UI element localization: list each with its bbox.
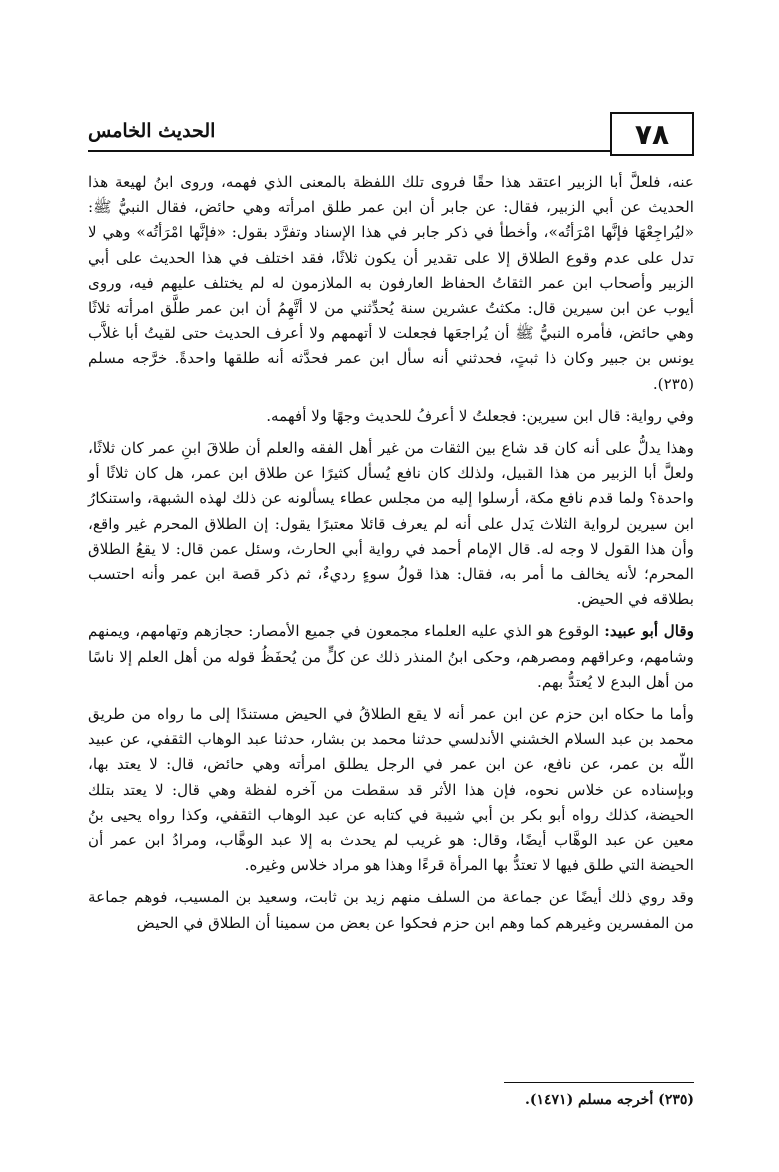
footnote-rule [504,1082,694,1083]
paragraph-3 [88,436,694,612]
paragraph-text: وهذا يدلُّ على أنه كان قد شاع بين الثقات من غير أهل الفقه والعلم أن طلاقَ ابنِ عمر كان ثلاثًا، ولعلَّ أبا الزبير من هذا القبيل، ولذلك كان نافع يُسأل كثيرًا عن طلاق ابن عمر، هل كان ثلاثًا أو واحدة؟ ولما قدم نافع مكة، أرسلوا إليه من مجلس عطاء يسألونه عن ذلك لهذه الشبهة، واستنكارُ ابن سيرين لرواية الثلاث يَدل على أنه لم يعرف قائلا معتبرًا يقول: إن الطلاق المحرم غير واقع، وأن هذا القول لا وجه له. قال الإمام أحمد في رواية أبي الحارث، وسئل عمن قال: لا يقعُ الطلاق المحرم؛ لأنه يخالف ما أمر به، فقال: هذا قولُ سوءٍ رديءٌ، ثم ذكر قصة ابن عمر وأنه احتسب بطلاقه في الحيض. [88,439,694,609]
page-header [88,112,694,158]
footnote: (٢٣٥) أخرجه مسلم (١٤٧١). [524,1092,694,1108]
page-number: ٧٨ [610,112,694,156]
paragraph-text: وفي رواية: قال ابن سيرين: فجعلتُ لا أعرفُ للحديث وجهًا ولا أفهمه. [266,406,694,425]
paragraph-5 [88,702,694,878]
paragraph-4 [88,619,694,695]
paragraph-text: الوقوع هو الذي عليه العلماء مجمعون في جميع الأمصار: حجازهم وتهامهم، ويمنهم وشامهم، وعراقهم ومصرهم، وحكى ابنُ المنذر ذلك عن كلٍّ من يُحفَظُ قوله من أهل العلم إلا ناسًا من أهل البدع لا يُعتدُّ بهم. [88,622,694,691]
paragraph-1 [88,170,694,397]
paragraph-text: وقد روي ذلك أيضًا عن جماعة من السلف منهم زيد بن ثابت، وسعيد بن المسيب، فوهم جماعة من المفسرين وغيرهم كما وهم ابن حزم فحكوا عن بعض من سمينا أن الطلاق في الحيض [88,888,694,932]
paragraph-6 [88,885,694,935]
running-title: الحديث الخامس [88,120,216,142]
paragraph-text: وأما ما حكاه ابن حزم عن ابن عمر أنه لا يقع الطلاقُ في الحيض مستندًا إلى ما رواه من طريق محمد بن عبد السلام الخشني الأندلسي حدثنا محمد بن بشار، حدثنا عبد الوهاب الثقفي، عن عبيد اللّه بن عمر، عن نافع، عن ابن عمر في الرجل يطلق امرأته وهي حائض، قال: لا يعتد بها، وبإسناده عن خلاس نحوه، فإن هذا الأثر قد سقطت من آخره لفظة وهي قال: لا يعتد بتلك الحيضة، كذلك رواه أبو بكر بن أبي شيبة في كتابه عن عبد الوهاب الثقفي، وكذا رواه يحيى بنُ معين عن عبد الوهَّاب أيضًا، وقال: هو غريب لم يحدث به إلا عبد الوهَّاب، ومرادُ ابن عمر أن الحيضة التي طلق فيها لا تعتدُّ بها المرأة قرءًا وهذا هو مراد خلاس وغيره. [88,705,694,875]
paragraph-text: عنه، فلعلَّ أبا الزبير اعتقد هذا حقًا فروى تلك اللفظة بالمعنى الذي فهمه، وروى ابنُ لهيعة هذا الحديث عن أبي الزبير، فقال: عن جابر أن ابن عمر طلق امرأته وهي حائض، فقال النبيُّ ﷺ: «ليُراجِعْهَا فإنَّها امْرَأتُه»، وأخطأ في ذكر جابر في هذا الإسناد وتفرَّد بقول: «فإنَّها امْرَأتُه» وهي لا تدل على عدم وقوع الطلاق إلا على تقدير أن يكون ثلاثًا، فقد اختلف في هذا الحديث على أبي الزبير وأصحاب ابن عمر الثقاتُ الحفاظ العارفون به الملازمون له لم يختلف عليهم فيه، وروى أيوب عن ابن سيرين قال: مكثتُ عشرين سنة يُحدِّثني من لا أتَّهِمُ أن ابن عمر طلَّق امرأته ثلاثًا وهي حائض، فأمره النبيُّ ﷺ أن يُراجعَها فجعلت لا أتهمهم ولا أعرف الحديث حتى لقيتُ أبا غلاَّب يونس بن جبير وكان ذا ثبتٍ، فحدثني أنه سأل ابن عمر فحدَّثه أنه طلقها واحدةً. خرَّجه مسلم (٢٣٥). [88,173,694,393]
header-rule [88,150,612,152]
paragraph-2 [88,404,694,429]
main-text [88,170,694,943]
paragraph-lead: وقال أبو عبيد: [604,622,695,641]
